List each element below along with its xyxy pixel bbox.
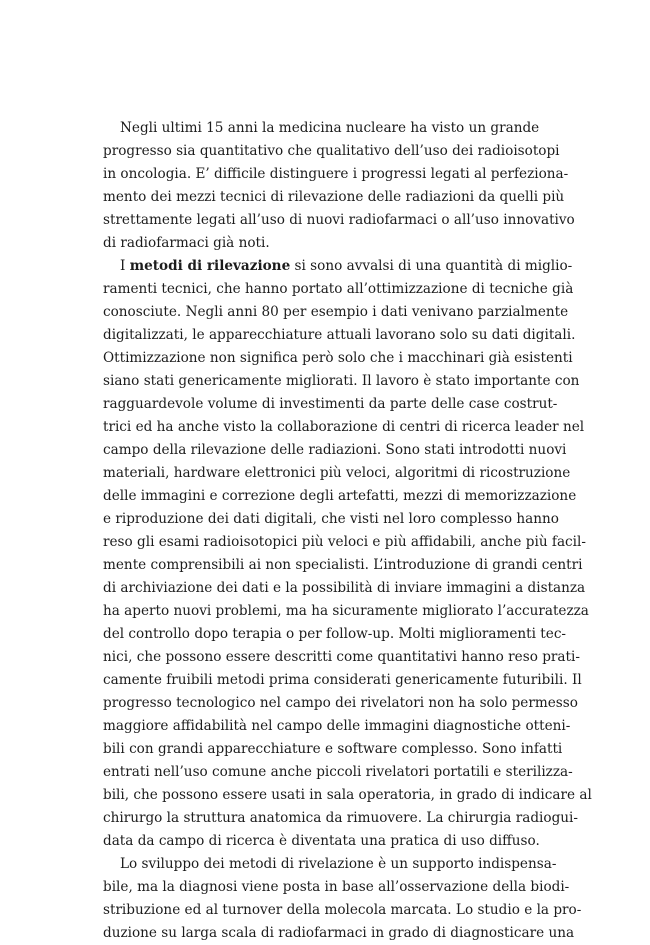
text-line: nici, che possono essere descritti come quantitativi hanno reso prati- (103, 649, 580, 665)
text-line: di radiofarmaci già noti. (103, 235, 270, 251)
text-line: Negli ultimi 15 anni la medicina nucleare ha visto un grande (120, 120, 540, 136)
text-line: data da campo di ricerca è diventata una pratica di uso diffuso. (103, 833, 540, 849)
text-line: trici ed ha anche visto la collaborazione di centri di ricerca leader nel (103, 419, 585, 435)
text-line: delle immagini e correzione degli artefatti, mezzi di memorizzazione (103, 488, 577, 504)
text-line: ha aperto nuovi problemi, ma ha sicuramente migliorato l’accuratezza (103, 603, 589, 619)
body-text (103, 117, 592, 945)
text-line (103, 255, 573, 278)
text-line: Ottimizzazione non significa però solo che i macchinari già esistenti (103, 350, 573, 366)
bold-term: metodi di rilevazione (129, 258, 291, 274)
text-line: conosciute. Negli anni 80 per esempio i dati venivano parzialmente (103, 304, 569, 320)
text-line: stribuzione ed al turnover della molecola marcata. Lo studio e la pro- (103, 902, 582, 918)
text-line: mente comprensibili ai non specialisti. L’introduzione di grandi centri (103, 557, 583, 573)
text-line: ramenti tecnici, che hanno portato all’ottimizzazione di tecniche già (103, 281, 574, 297)
text-line: chirurgo la struttura anatomica da rimuovere. La chirurgia radiogui- (103, 810, 578, 826)
text-line: progresso sia quantitativo che qualitativo dell’uso dei radioisotopi (103, 143, 560, 159)
text-line: duzione su larga scala di radiofarmaci in grado di diagnosticare una (103, 925, 575, 941)
text-line: mento dei mezzi tecnici di rilevazione delle radiazioni da quelli più (103, 189, 565, 205)
text-line: digitalizzati, le apparecchiature attuali lavorano solo su dati digitali. (103, 327, 576, 343)
text-run: I (120, 258, 130, 274)
text-line: del controllo dopo terapia o per follow-up. Molti miglioramenti tec- (103, 626, 567, 642)
text-run: si sono avvalsi di una quantità di miglio- (290, 258, 573, 274)
text-line: reso gli esami radioisotopici più veloci e più affidabili, anche più facil- (103, 534, 586, 550)
text-line: di archiviazione dei dati e la possibilità di inviare immagini a distanza (103, 580, 586, 596)
text-line: materiali, hardware elettronici più veloci, algoritmi di ricostruzione (103, 465, 571, 481)
text-line: in oncologia. E’ difficile distinguere i progressi legati al perfeziona- (103, 166, 569, 182)
text-line: siano stati genericamente migliorati. Il lavoro è stato importante con (103, 373, 580, 389)
text-line: camente fruibili metodi prima considerati genericamente futuribili. Il (103, 672, 582, 688)
text-line: ragguardevole volume di investimenti da parte delle case costrut- (103, 396, 558, 412)
text-line: strettamente legati all’uso di nuovi radiofarmaci o all’uso innovativo (103, 212, 575, 228)
text-line: bili con grandi apparecchiature e software complesso. Sono infatti (103, 741, 563, 757)
text-line: campo della rilevazione delle radiazioni. Sono stati introdotti nuovi (103, 442, 567, 458)
text-line: progresso tecnologico nel campo dei rivelatori non ha solo permesso (103, 695, 578, 711)
text-line: entrati nell’uso comune anche piccoli rivelatori portatili e sterilizza- (103, 764, 573, 780)
text-line: bili, che possono essere usati in sala operatoria, in grado di indicare al (103, 787, 592, 803)
text-line: Lo sviluppo dei metodi di rivelazione è un supporto indispensa- (120, 856, 557, 872)
text-line: maggiore affidabilità nel campo delle immagini diagnostiche otteni- (103, 718, 571, 734)
text-line: e riproduzione dei dati digitali, che visti nel loro complesso hanno (103, 511, 559, 527)
text-line: bile, ma la diagnosi viene posta in base all’osservazione della biodi- (103, 879, 570, 895)
